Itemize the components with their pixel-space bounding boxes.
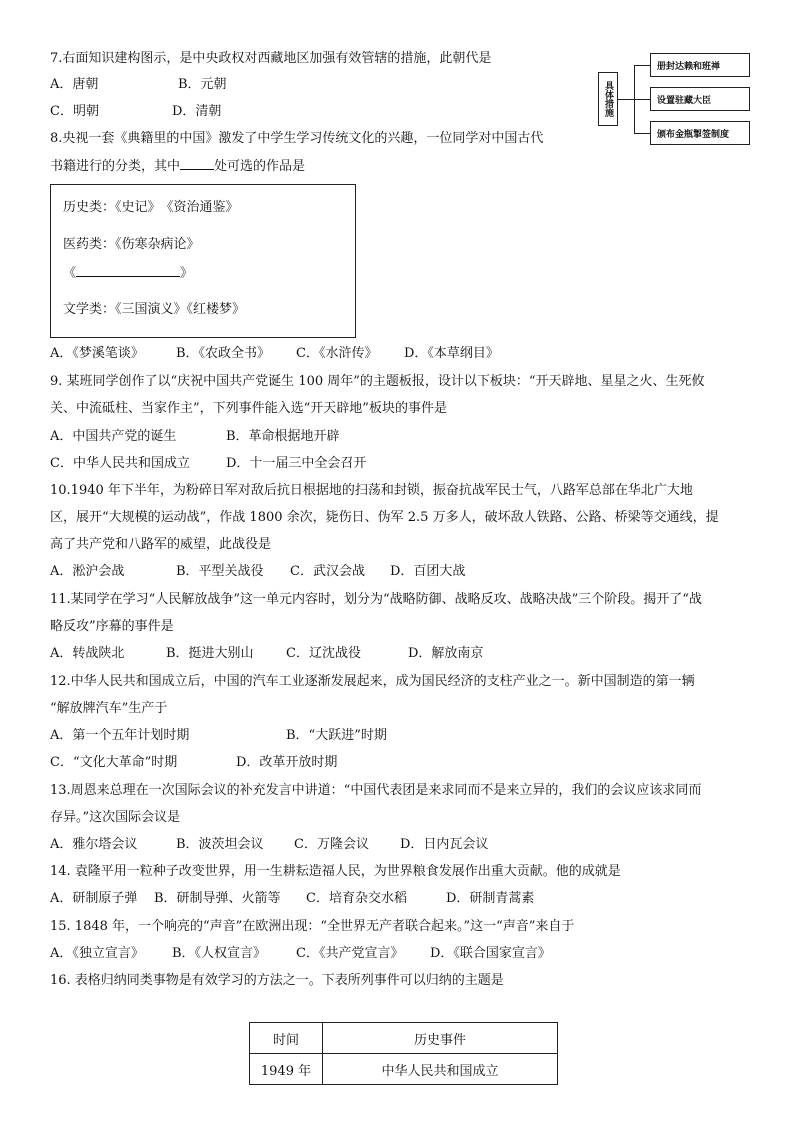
q8-option-d: D．《本草纲目》 (404, 346, 499, 361)
q14-option-d: D．研制青蒿素 (446, 891, 535, 906)
q13-option-b: B．波茨坦会议 (176, 837, 264, 852)
q9-line2: 关、中流砥柱、当家作主”，下列事件能入选“开天辟地”板块的事件是 (50, 401, 447, 416)
q8-book-category-box (50, 184, 356, 338)
q10-option-c: C．武汉会战 (290, 564, 365, 579)
diagram-connector (618, 99, 634, 100)
diagram-item-1: 册封达赖和班禅 (650, 53, 750, 77)
q15-option-c: C．《共产党宣言》 (296, 946, 404, 961)
q9-line1: 9. 某班同学创作了以“庆祝中国共产党诞生 100 周年”的主题板报，设计以下板块：“开天辟地、星星之火、生死攸 (50, 374, 705, 389)
table-cell-event: 中华人民共和国成立 (323, 1054, 558, 1085)
q14-option-b: B．研制导弹、火箭等 (154, 891, 281, 906)
q12-line1: 12.中华人民共和国成立后，中国的汽车工业逐渐发展起来，成为国民经济的支柱产业之一。新中国制造的第一辆 (50, 674, 695, 689)
q10-option-d: D．百团大战 (390, 564, 466, 579)
q12-option-d: D．改革开放时期 (236, 755, 338, 770)
table-row (250, 1054, 558, 1085)
q7-stem: 7.右面知识建构图示，是中央政权对西藏地区加强有效管辖的措施，此朝代是 (50, 51, 492, 66)
q14-option-c: C．培育杂交水稻 (306, 891, 407, 906)
category-literature: 文学类：《三国演义》《红楼梦》 (63, 302, 246, 317)
diagram-item-3: 颁布金瓶掣签制度 (650, 121, 750, 145)
answer-blank (180, 157, 214, 170)
fill-blank-line (76, 264, 180, 277)
q8-option-b: B．《农政全书》 (176, 346, 271, 361)
diagram-connector (634, 99, 650, 100)
q11-option-b: B．挺进大别山 (166, 646, 254, 661)
q11-option-c: C．辽沈战役 (286, 646, 361, 661)
q7-option-b: B．元朝 (178, 77, 227, 92)
q10-option-a: A．淞沪会战 (50, 564, 125, 579)
category-history: 历史类：《史记》 《资治通鉴》 (63, 200, 239, 215)
q12-option-b: B．“大跃进”时期 (286, 728, 387, 743)
q11-line2: 略反攻”序幕的事件是 (50, 619, 174, 634)
q15-option-a: A．《独立宣言》 (50, 946, 144, 961)
table-cell-time: 1949 年 (250, 1054, 323, 1085)
q7-option-c: C．明朝 (50, 104, 99, 119)
q14-option-a: A．研制原子弹 (50, 891, 138, 906)
q10-line3: 高了共产党和八路军的威望，此战役是 (50, 537, 272, 552)
q15-line1: 15. 1848 年，一个响亮的“声音”在欧洲出现：“全世界无产者联合起来。”这一“声音”来自于 (50, 919, 575, 934)
q7-knowledge-diagram (598, 50, 758, 150)
table-header-row (250, 1023, 558, 1054)
q12-option-a: A．第一个五年计划时期 (50, 728, 190, 743)
q14-line1: 14. 袁隆平用一粒种子改变世界，用一生耕耘造福人民，为世界粮食发展作出重大贡献。他的成就是 (50, 864, 621, 879)
category-medicine: 医药类：《伤寒杂病论》 (63, 237, 200, 252)
q12-line2: “解放牌汽车”生产于 (50, 701, 168, 716)
q13-option-a: A．雅尔塔会议 (50, 837, 138, 852)
q13-option-d: D．日内瓦会议 (400, 837, 489, 852)
q9-option-a: A．中国共产党的诞生 (50, 429, 177, 444)
q8-option-a: A．《梦溪笔谈》 (50, 346, 144, 361)
category-blank: 《 》 (63, 266, 194, 281)
q16-line1: 16. 表格归纳同类事物是有效学习的方法之一。下表所列事件可以归纳的主题是 (50, 973, 504, 988)
q11-option-d: D．解放南京 (408, 646, 484, 661)
q13-option-c: C．万隆会议 (294, 837, 369, 852)
q8-stem-line2: 书籍进行的分类，其中 处可选的作品是 (50, 159, 306, 174)
q11-line1: 11.某同学在学习“人民解放战争”这一单元内容时，划分为“战略防御、战略反攻、战略决战”三个阶段。揭开了“战 (50, 592, 702, 607)
q9-option-d: D．十一届三中全会召开 (226, 456, 367, 471)
q9-option-c: C．中华人民共和国成立 (50, 456, 190, 471)
q8-stem-line1: 8.央视一套《典籍里的中国》激发了中学生学习传统文化的兴趣，一位同学对中国古代 (50, 131, 544, 146)
q7-option-d: D．清朝 (172, 104, 222, 119)
q15-option-d: D．《联合国家宣言》 (430, 946, 551, 961)
diagram-root-box: 具体措施 (598, 72, 618, 126)
q7-option-a: A．唐朝 (50, 77, 99, 92)
q15-option-b: B．《人权宣言》 (172, 946, 267, 961)
diagram-connector (634, 65, 650, 66)
q10-line2: 区，展开“大规模的运动战”，作战 1800 余次，毙伤日、伪军 2.5 万多人，破坏敌人铁路、公路、桥梁等交通线，提 (50, 510, 719, 525)
table-header-event: 历史事件 (323, 1023, 558, 1054)
diagram-connector (634, 133, 650, 134)
q13-line2: 存异。”这次国际会议是 (50, 810, 181, 825)
q16-history-table (249, 1022, 558, 1085)
table-header-time: 时间 (250, 1023, 323, 1054)
q8-option-c: C．《水浒传》 (296, 346, 378, 361)
q10-line1: 10.1940 年下半年，为粉碎日军对敌后抗日根据地的扫荡和封锁，振奋抗战军民士气，八路军总部在华北广大地 (50, 483, 693, 498)
q11-option-a: A．转战陕北 (50, 646, 125, 661)
q9-option-b: B．革命根据地开辟 (226, 429, 340, 444)
q12-option-c: C．“文化大革命”时期 (50, 755, 178, 770)
q10-option-b: B．平型关战役 (176, 564, 264, 579)
diagram-item-2: 设置驻藏大臣 (650, 87, 750, 111)
q13-line1: 13.周恩来总理在一次国际会议的补充发言中讲道：“中国代表团是来求同而不是来立异的，我们的会议应该求同而 (50, 783, 702, 798)
